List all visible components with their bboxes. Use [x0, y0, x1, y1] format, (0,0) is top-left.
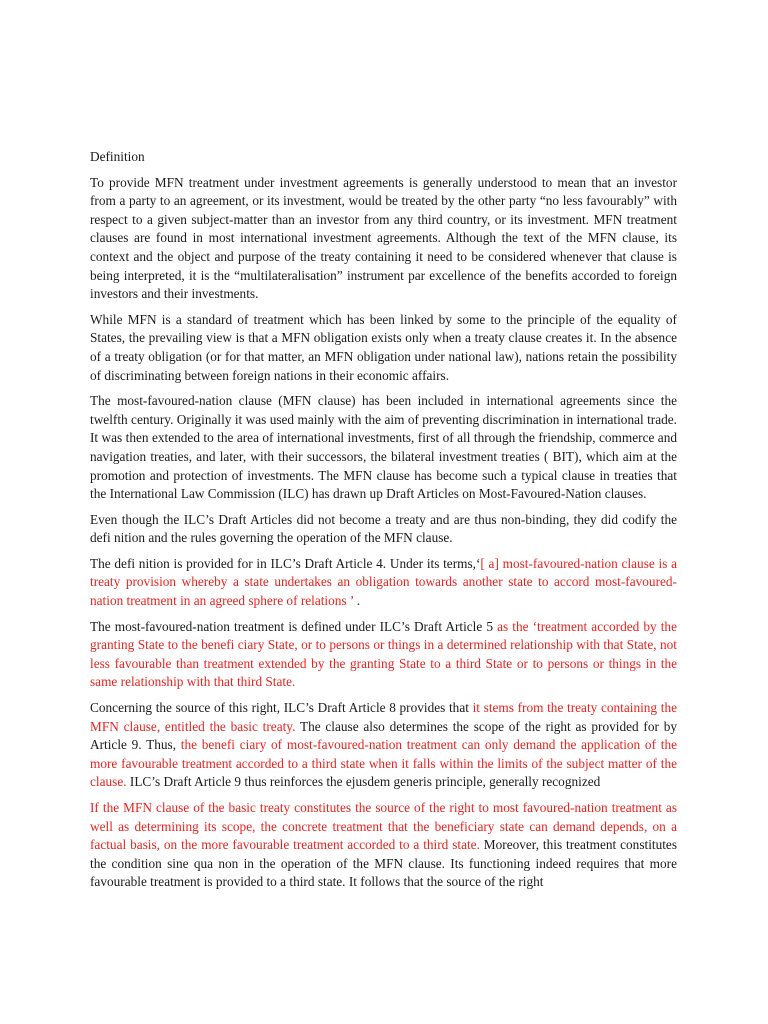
paragraph-7-text: Concerning the source of this right, ILC’s Draft Article 8 provides that — [90, 700, 473, 716]
paragraph-7-highlight-2: the benefi ciary of most-favoured-nation treatment can only demand the application of the more favourable treatment accorded to a third state when it falls within the limits of the subject matter of the clause. — [90, 737, 677, 790]
paragraph-6-highlight: as the ‘treatment accorded by the granting State to the benefi ciary State, or to persons or things in a determined relationship with that State, not less favourable than treatment extended by the granting State to a third State or to persons or things in the same relationship with that third State. — [90, 618, 677, 690]
paragraph-1: To provide MFN treatment under investment agreements is generally understood to mean that an investor from a party to an agreement, or its investment, would be treated by the other party “no less favourably” with respect to a given subject-matter than an investor from any third country, or its investment. MFN treatment clauses are found in most international investment agreements. Although the text of the MFN clause, its context and the object and purpose of the treaty containing it need to be considered whenever that clause is being interpreted, it is the “multilateralisation” instrument par excellence of the benefits accorded to foreign investors and their investments. — [90, 174, 677, 302]
paragraph-7-highlight-1: it stems from the treaty containing the MFN clause, entitled the basic treaty. — [90, 700, 677, 734]
section-heading: Definition — [90, 149, 145, 164]
paragraph-7-text-2: The clause also determines the scope of the right as provided for by Article 9. Thus, — [90, 718, 677, 753]
paragraph-8-text: Moreover, this treatment constitutes the condition sine qua non in the operation of the MFN clause. Its functioning indeed requires that more favourable treatment is provided to a third state. It follows that the source of the right — [90, 837, 678, 890]
paragraph-5 — [90, 555, 677, 611]
paragraph-5-tail: . — [353, 593, 361, 609]
paragraph-6 — [90, 618, 677, 692]
paragraph-4: Even though the ILC’s Draft Articles did not become a treaty and are thus non-binding, they did codify the defi nition and the rules governing the operation of the MFN clause. — [90, 511, 677, 546]
paragraph-2: While MFN is a standard of treatment which has been linked by some to the principle of the equality of States, the prevailing view is that a MFN obligation exists only when a treaty clause creates it. In the absence of a treaty obligation (or for that matter, an MFN obligation under national law), nations retain the possibility of discriminating between foreign nations in their economic affairs. — [90, 311, 677, 383]
paragraph-5-text: The defi nition is provided for in ILC’s Draft Article 4. Under its terms,‘ — [90, 555, 481, 571]
paragraph-8 — [90, 799, 677, 892]
paragraph-3: The most-favoured-nation clause (MFN clause) has been included in international agreements since the twelfth century. Originally it was used mainly with the aim of preventing discrimination in international trade. It was then extended to the area of international investments, first of all through the friendship, commerce and navigation treaties, and later, with their successors, the bilateral investment treaties ( BIT), which aim at the promotion and protection of investments. The MFN clause has become such a typical clause in treaties that the International Law Commission (ILC) has drawn up Draft Articles on Most-Favoured-Nation clauses. — [90, 393, 677, 502]
paragraph-7-text-3: ILC’s Draft Article 9 thus reinforces the ejusdem generis principle, generally recognized — [126, 774, 601, 790]
paragraph-6-text: The most-favoured-nation treatment is defined under ILC’s Draft Article 5 — [90, 618, 498, 634]
document-page — [90, 148, 677, 899]
paragraph-8-highlight: If the MFN clause of the basic treaty constitutes the source of the right to most favoured-nation treatment as well as determining its scope, the concrete treatment that the beneficiary state can demand depends, on a factual basis, on the more favourable treatment accorded to a third state. — [90, 800, 677, 853]
paragraph-5-highlight: [ a] most-favoured-nation clause is a treaty provision whereby a state undertakes an obligation towards another state to accord most-favoured-nation treatment in an agreed sphere of relations ’ — [90, 555, 678, 609]
paragraph-7 — [90, 699, 677, 792]
